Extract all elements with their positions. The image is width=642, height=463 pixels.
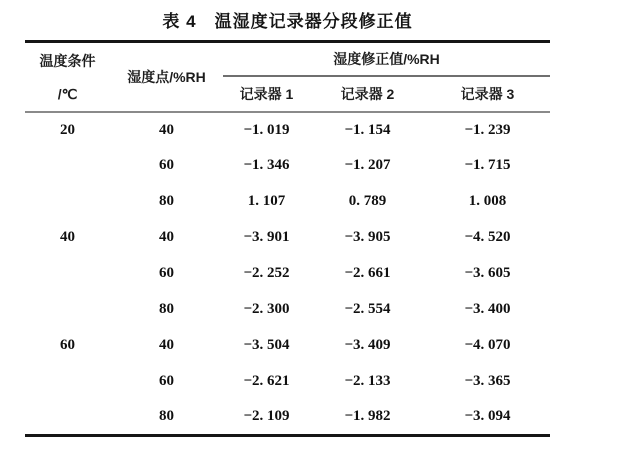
cell-temp xyxy=(25,364,110,400)
cell-recorder-2: 0. 789 xyxy=(348,193,387,209)
cell-recorder-2: −2. 133 xyxy=(344,373,391,389)
table-row xyxy=(25,184,550,220)
cell-humidity-point: 80 xyxy=(159,408,174,425)
header-humidity-point: 湿度点/%RH xyxy=(110,42,223,112)
cell-recorder-2: −1. 207 xyxy=(344,157,391,173)
cell-humidity-point: 60 xyxy=(159,373,174,389)
cell-recorder-3: −3. 094 xyxy=(464,408,511,425)
header-correction-group: 湿度修正值/%RH xyxy=(223,42,550,76)
cell-recorder-3: −3. 365 xyxy=(464,373,511,389)
header-temperature-condition xyxy=(25,42,110,112)
cell-recorder-2: −2. 554 xyxy=(344,301,391,317)
cell-recorder-3: −4. 070 xyxy=(464,337,511,353)
cell-temp xyxy=(25,184,110,220)
cell-humidity-point: 40 xyxy=(159,121,174,138)
table-row xyxy=(25,256,550,292)
table-row xyxy=(25,148,550,184)
header-recorder-1: 记录器 1 xyxy=(223,76,310,112)
table-container xyxy=(25,40,550,437)
cell-recorder-2: −1. 154 xyxy=(344,121,391,138)
table-row xyxy=(25,328,550,364)
table-caption: 表 4 温湿度记录器分段修正值 xyxy=(162,12,413,31)
header-recorder-2: 记录器 2 xyxy=(310,76,425,112)
cell-recorder-3: −3. 605 xyxy=(464,265,511,281)
cell-recorder-3: −4. 520 xyxy=(464,229,511,245)
cell-recorder-1: −3. 504 xyxy=(243,337,290,353)
cell-recorder-1: −1. 019 xyxy=(243,121,290,138)
cell-humidity-point: 80 xyxy=(159,193,174,209)
cell-recorder-2: −3. 905 xyxy=(344,229,391,245)
table-row xyxy=(25,292,550,328)
table-row xyxy=(25,220,550,256)
cell-recorder-3: −1. 239 xyxy=(464,121,511,138)
cell-recorder-1: −3. 901 xyxy=(243,229,290,245)
correction-table xyxy=(25,40,550,437)
cell-temp xyxy=(25,400,110,436)
cell-recorder-3: −1. 715 xyxy=(464,157,511,173)
table-row xyxy=(25,112,550,148)
cell-recorder-1: 1. 107 xyxy=(247,193,286,209)
cell-temp: 40 xyxy=(60,229,75,245)
header-temperature-line1: 温度条件 xyxy=(39,53,96,69)
cell-recorder-1: −2. 109 xyxy=(243,408,290,425)
cell-recorder-3: 1. 008 xyxy=(468,193,507,209)
table-row xyxy=(25,364,550,400)
cell-humidity-point: 40 xyxy=(159,229,174,245)
cell-temp xyxy=(25,148,110,184)
cell-humidity-point: 80 xyxy=(159,301,174,317)
cell-recorder-1: −2. 300 xyxy=(243,301,290,317)
table-row xyxy=(25,400,550,436)
cell-temp: 20 xyxy=(60,121,75,138)
cell-recorder-1: −2. 252 xyxy=(243,265,290,281)
cell-humidity-point: 40 xyxy=(159,337,174,353)
cell-humidity-point: 60 xyxy=(159,157,174,173)
cell-recorder-3: −3. 400 xyxy=(464,301,511,317)
cell-recorder-1: −2. 621 xyxy=(243,373,290,389)
cell-temp xyxy=(25,256,110,292)
header-recorder-3: 记录器 3 xyxy=(425,76,550,112)
cell-recorder-1: −1. 346 xyxy=(243,157,290,173)
cell-recorder-2: −2. 661 xyxy=(344,265,391,281)
cell-temp: 60 xyxy=(60,337,75,353)
cell-humidity-point: 60 xyxy=(159,265,174,281)
cell-recorder-2: −3. 409 xyxy=(344,337,391,353)
cell-temp xyxy=(25,292,110,328)
header-temperature-line2: /℃ xyxy=(57,85,78,102)
cell-recorder-2: −1. 982 xyxy=(344,408,391,425)
